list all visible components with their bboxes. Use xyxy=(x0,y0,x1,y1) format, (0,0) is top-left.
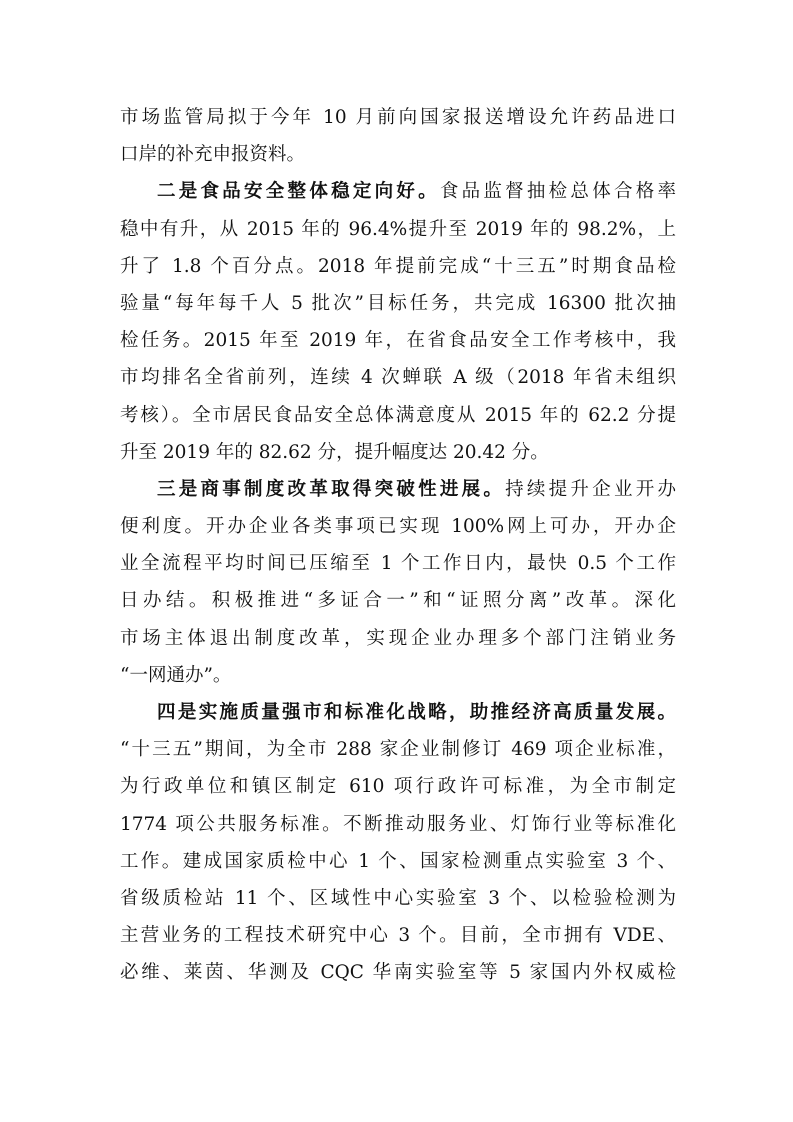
text-line xyxy=(120,434,676,471)
text-line xyxy=(120,173,676,210)
line-text: 市均排名全省前列，连续 4 次蝉联 A 级（2018 年省未组织 xyxy=(120,367,676,389)
line-text: 业全流程平均时间已压缩至 1 个工作日内，最快 0.5 个工作 xyxy=(120,553,676,575)
text-line xyxy=(120,620,676,657)
line-text: 工作。建成国家质检中心 1 个、国家检测重点实验室 3 个、 xyxy=(120,850,676,872)
line-text: 口岸的补充申报资料。 xyxy=(120,144,306,166)
line-text: 主营业务的工程技术研究中心 3 个。目前，全市拥有 VDE、 xyxy=(120,925,676,947)
line-text: “十三五”期间，为全市 288 家企业制修订 469 项企业标准， xyxy=(120,739,676,761)
text-line xyxy=(120,731,676,768)
line-text: 省级质检站 11 个、区域性中心实验室 3 个、以检验检测为 xyxy=(120,887,676,909)
text-line xyxy=(120,322,676,359)
line-text: 1774 项公共服务标准。不断推动服务业、灯饰行业等标准化 xyxy=(120,813,676,835)
line-text: 必维、莱茵、华测及 CQC 华南实验室等 5 家国内外权威检 xyxy=(120,962,676,984)
line-text: 食品监督抽检总体合格率 xyxy=(439,181,676,203)
text-line xyxy=(120,545,676,582)
text-line xyxy=(120,99,676,136)
line-text: 为行政单位和镇区制定 610 项行政许可标准，为全市制定 xyxy=(120,776,676,798)
document-page xyxy=(120,99,676,992)
paragraph-heading: 二是食品安全整体稳定向好。 xyxy=(157,181,440,203)
text-line xyxy=(120,582,676,619)
line-text: 升至 2019 年的 82.62 分，提升幅度达 20.42 分。 xyxy=(120,441,549,463)
line-text: 升了 1.8 个百分点。2018 年提前完成“十三五”时期食品检 xyxy=(120,255,676,277)
text-line xyxy=(120,806,676,843)
text-line xyxy=(120,694,676,731)
text-line xyxy=(120,211,676,248)
text-line xyxy=(120,657,676,694)
text-line xyxy=(120,359,676,396)
text-line xyxy=(120,508,676,545)
text-line xyxy=(120,880,676,917)
line-text: 稳中有升，从 2015 年的 96.4%提升至 2019 年的 98.2%，上 xyxy=(120,218,676,240)
line-text: 日办结。积极推进“多证合一”和“证照分离”改革。深化 xyxy=(120,590,676,612)
text-line xyxy=(120,136,676,173)
line-text: 市场监管局拟于今年 10 月前向国家报送增设允许药品进口 xyxy=(120,107,676,128)
text-line xyxy=(120,397,676,434)
paragraph-heading: 四是实施质量强市和标准化战略，助推经济高质量发展。 xyxy=(157,702,676,723)
line-text: 便利度。开办企业各类事项已实现 100%网上可办，开办企 xyxy=(120,516,676,538)
line-text: 验量“每年每千人 5 批次”目标任务，共完成 16300 批次抽 xyxy=(120,292,676,314)
text-line xyxy=(120,471,676,508)
text-line xyxy=(120,285,676,322)
line-text: 市场主体退出制度改革，实现企业办理多个部门注销业务 xyxy=(120,627,676,649)
line-text: 持续提升企业开办 xyxy=(505,478,676,500)
text-line xyxy=(120,917,676,954)
text-line xyxy=(120,843,676,880)
line-text: 考核）。全市居民食品安全总体满意度从 2015 年的 62.2 分提 xyxy=(120,404,676,426)
paragraph-heading: 三是商事制度改革取得突破性进展。 xyxy=(157,478,506,500)
text-line xyxy=(120,248,676,285)
line-text: “一网通办”。 xyxy=(120,664,232,686)
text-line xyxy=(120,954,676,991)
text-line xyxy=(120,768,676,805)
line-text: 检任务。2015 年至 2019 年，在省食品安全工作考核中，我 xyxy=(120,330,676,352)
